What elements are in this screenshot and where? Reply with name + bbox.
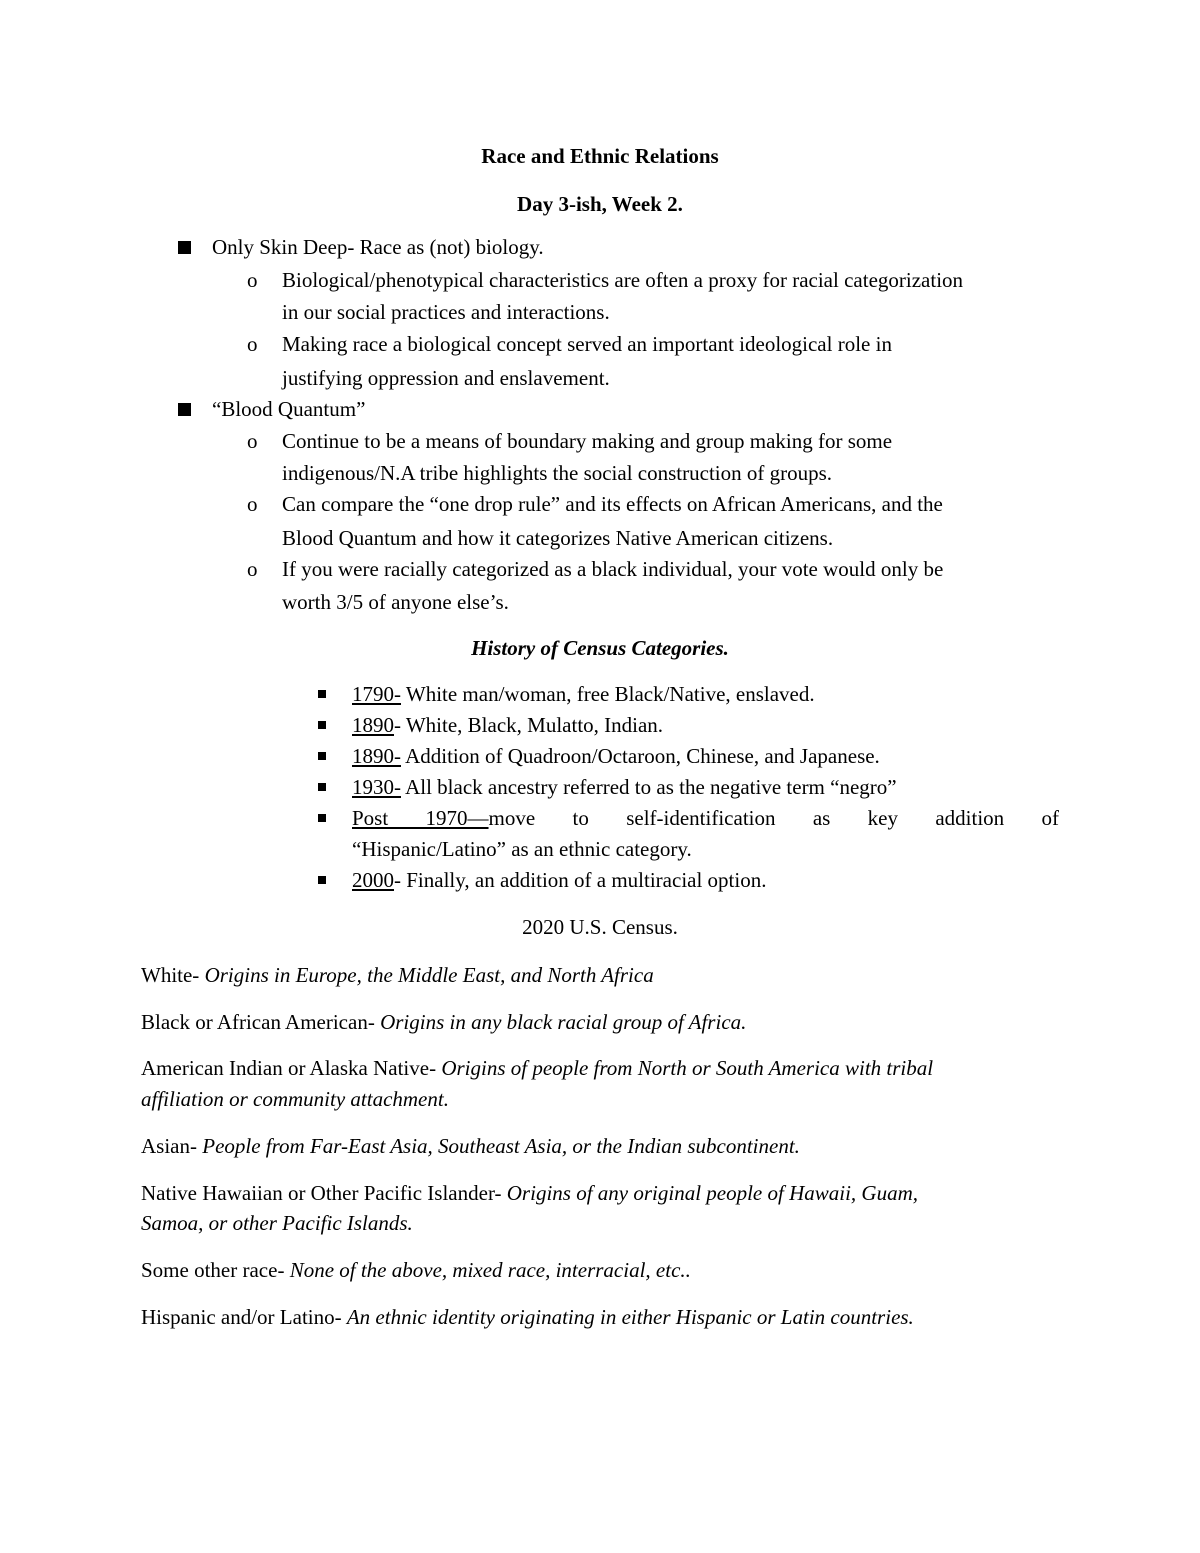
census-label: Native Hawaiian or Other Pacific Islander-	[141, 1181, 507, 1205]
census-entry	[141, 1056, 933, 1081]
history-year: Post 1970—	[352, 806, 489, 830]
census-entry	[141, 1258, 691, 1283]
census-description-continuation: affiliation or community attachment.	[141, 1087, 449, 1111]
history-text: - Finally, an addition of a multiracial option.	[394, 868, 767, 892]
census-label: Hispanic and/or Latino-	[141, 1305, 347, 1329]
census-entry	[141, 1305, 914, 1330]
sub-item-line: If you were racially categorized as a black individual, your vote would only be	[282, 557, 944, 581]
sub-item-line: indigenous/N.A tribe highlights the social construction of groups.	[282, 461, 833, 485]
square-bullet-icon	[178, 241, 191, 254]
history-item	[352, 806, 1059, 831]
history-year: 1930-	[352, 775, 401, 799]
census-label: Black or African American-	[141, 1010, 381, 1034]
history-year: 1790-	[352, 682, 401, 706]
census-description: None of the above, mixed race, interracial, etc..	[289, 1258, 691, 1282]
census-label: White-	[141, 963, 205, 987]
sub-bullet-marker: o	[247, 557, 258, 581]
census-entry	[141, 963, 654, 988]
history-text: move to self-identification as key addition of	[488, 806, 1059, 830]
history-item	[352, 682, 815, 707]
history-text: White man/woman, free Black/Native, enslaved.	[401, 682, 815, 706]
census-description: People from Far-East Asia, Southeast Asia, or the Indian subcontinent.	[202, 1134, 800, 1158]
census-description-continuation: Samoa, or other Pacific Islands.	[141, 1211, 413, 1235]
sub-item-line: Continue to be a means of boundary making and group making for some	[282, 429, 893, 453]
sub-item-line: justifying oppression and enslavement.	[282, 366, 610, 390]
sub-item-line: Biological/phenotypical characteristics are often a proxy for racial categorization	[282, 268, 964, 292]
history-year: 1890-	[352, 744, 401, 768]
sub-item-line: Can compare the “one drop rule” and its effects on African Americans, and the	[282, 492, 943, 516]
page-title: Race and Ethnic Relations	[481, 144, 719, 168]
history-item-continuation: “Hispanic/Latino” as an ethnic category.	[352, 837, 692, 861]
census-label: Some other race-	[141, 1258, 290, 1282]
sub-bullet-marker: o	[247, 429, 258, 453]
sub-bullet-marker: o	[247, 268, 258, 292]
history-year: 1890	[352, 713, 394, 737]
census-label: Asian-	[141, 1134, 203, 1158]
sub-item-line: Blood Quantum and how it categorizes Native American citizens.	[282, 526, 834, 550]
history-item	[352, 713, 663, 738]
sub-bullet-marker: o	[247, 492, 258, 516]
census-description: Origins of people from North or South America with tribal	[441, 1056, 934, 1080]
square-bullet-icon	[318, 783, 326, 791]
section-heading: 2020 U.S. Census.	[522, 915, 678, 939]
square-bullet-icon	[318, 690, 326, 698]
section-heading: History of Census Categories.	[471, 636, 729, 660]
outline-item: “Blood Quantum”	[212, 397, 366, 421]
square-bullet-icon	[318, 721, 326, 729]
sub-bullet-marker: o	[247, 332, 258, 356]
history-item	[352, 868, 766, 893]
census-description: Origins of any original people of Hawaii, Guam,	[506, 1181, 919, 1205]
census-entry	[141, 1134, 800, 1159]
square-bullet-icon	[318, 876, 326, 884]
sub-item-line: Making race a biological concept served an important ideological role in	[282, 332, 892, 356]
history-year: 2000	[352, 868, 394, 892]
census-description: An ethnic identity originating in either Hispanic or Latin countries.	[346, 1305, 914, 1329]
outline-item: Only Skin Deep- Race as (not) biology.	[212, 235, 544, 259]
census-label: American Indian or Alaska Native-	[141, 1056, 442, 1080]
page-subtitle: Day 3-ish, Week 2.	[517, 192, 683, 216]
census-entry	[141, 1010, 746, 1035]
history-text: All black ancestry referred to as the negative term “negro”	[401, 775, 897, 799]
square-bullet-icon	[318, 814, 326, 822]
square-bullet-icon	[178, 403, 191, 416]
census-description: Origins in any black racial group of Africa.	[380, 1010, 747, 1034]
census-entry	[141, 1181, 918, 1206]
history-text: Addition of Quadroon/Octaroon, Chinese, and Japanese.	[401, 744, 880, 768]
history-item	[352, 744, 880, 769]
history-text: - White, Black, Mulatto, Indian.	[394, 713, 664, 737]
square-bullet-icon	[318, 752, 326, 760]
sub-item-line: worth 3/5 of anyone else’s.	[282, 590, 509, 614]
history-item	[352, 775, 897, 800]
census-description: Origins in Europe, the Middle East, and North Africa	[204, 963, 654, 987]
sub-item-line: in our social practices and interactions.	[282, 300, 610, 324]
